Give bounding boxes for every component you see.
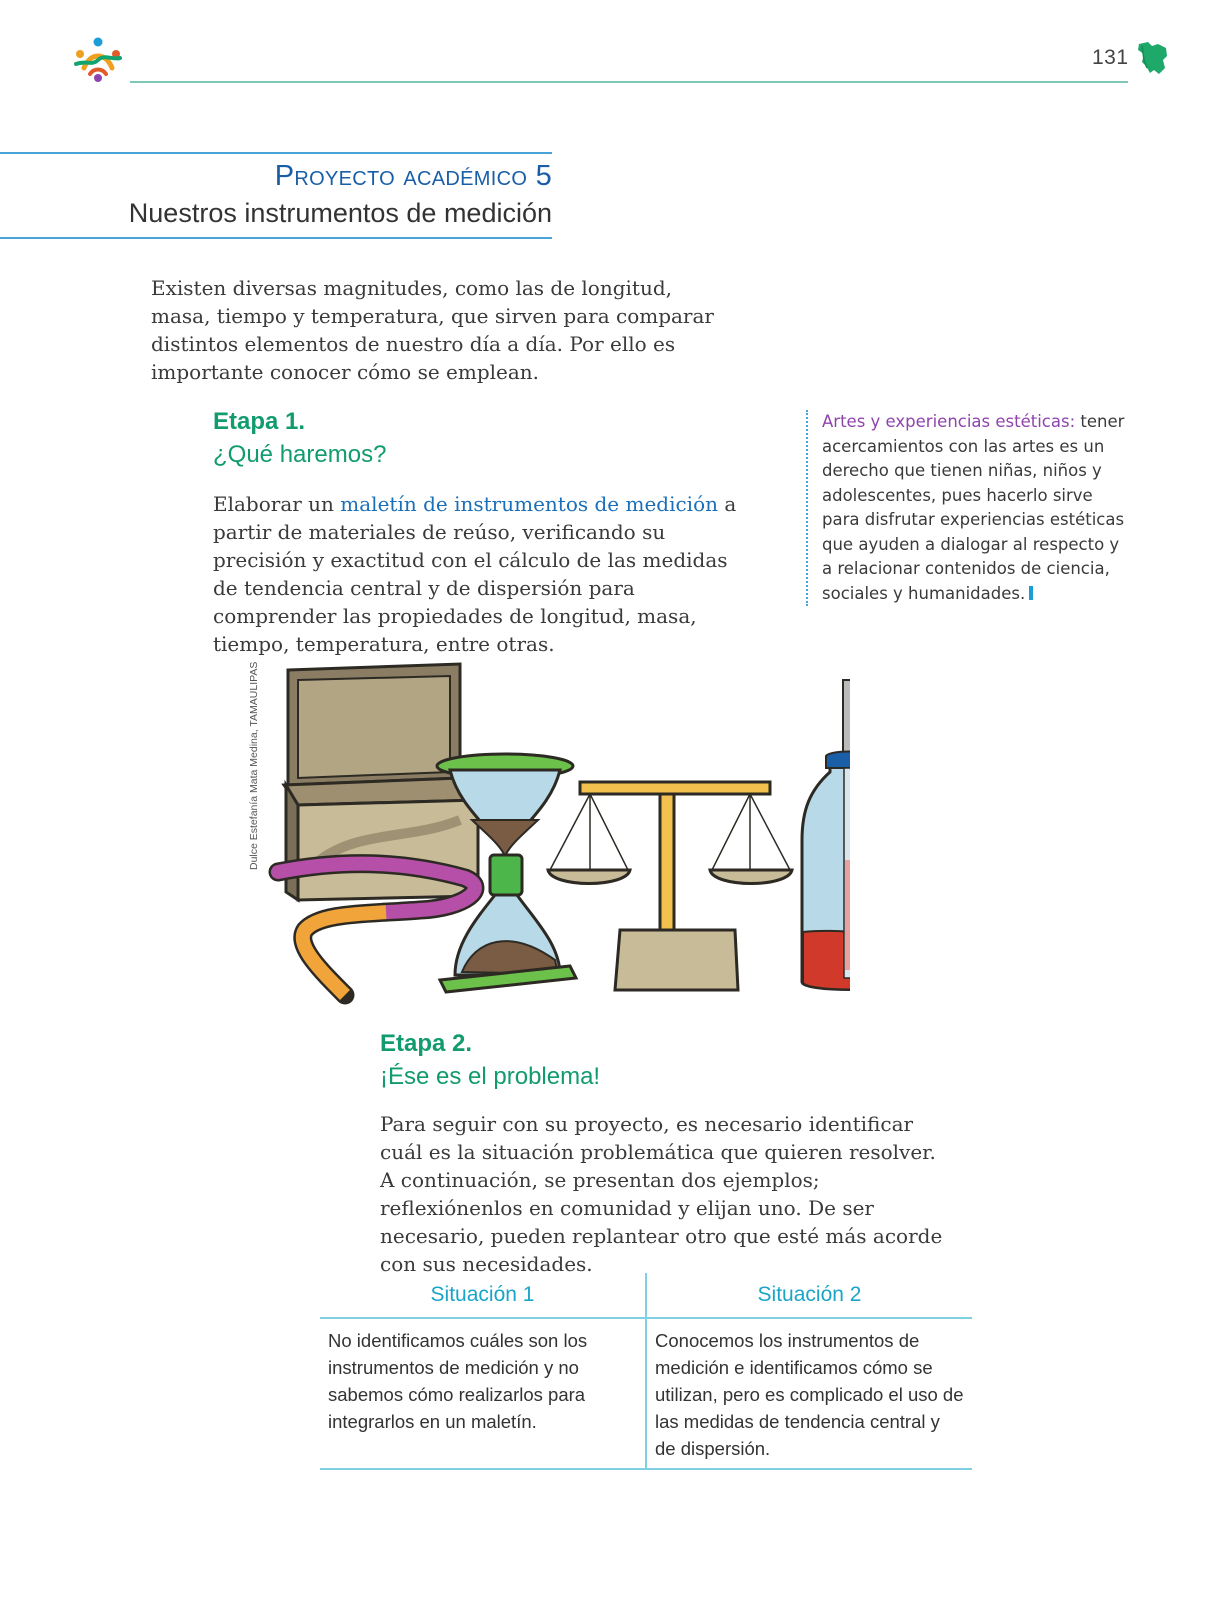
- mexico-map-icon: [1136, 40, 1170, 76]
- stage2-label: Etapa 2.: [380, 1030, 473, 1057]
- aside-title: Artes y experiencias estéticas:: [822, 412, 1076, 431]
- stage2-paragraph: Para seguir con su proyecto, es necesario identificar cuál es la situación problemática que quieren resolver. A continuación, se presentan dos ejemplos; reflexiónenlos en comunidad y elijan uno. De ser necesario, pueden replantear otro que esté más acorde con sus necesidades.: [380, 1112, 943, 1276]
- situation1-cell: No identificamos cuáles son los instrumentos de medición y no sabemos cómo realizarlos para integrarlos en un maletín.: [320, 1318, 646, 1469]
- aside-note: [806, 410, 1132, 606]
- stage1-highlight: maletín de instrumentos de medición: [340, 492, 719, 516]
- title-rule-top: [0, 152, 552, 154]
- bottle-thermometer-illustration: [802, 680, 850, 990]
- stage1-label: Etapa 1.: [213, 408, 306, 435]
- intro-paragraph: Existen diversas magnitudes, como las de longitud, masa, tiempo y temperatura, que sirven para comparar distintos elementos de nuestro día a día. Por ello es importante conocer cómo se emplean.: [151, 276, 714, 384]
- title-rule-bottom: [0, 237, 552, 239]
- program-logo: [70, 34, 126, 84]
- table-header-row: [320, 1273, 972, 1318]
- balance-scale-illustration: [548, 782, 792, 990]
- aside-text: tener acercamientos con las artes es un derecho que tienen niñas, niños y adolescentes, pues hacerlo sirve para disfrutar experiencias estéticas que ayuden a dialogar al respecto y a relacionar contenidos de ciencia, sociales y humanidades.: [822, 412, 1125, 603]
- stage1-paragraph: [213, 490, 753, 658]
- aside-end-mark: [1029, 586, 1033, 600]
- situation1-header: Situación 1: [320, 1273, 646, 1318]
- project-subtitle: Nuestros instrumentos de medición: [128, 198, 552, 228]
- illustration-credit: Dulce Estefanía Mata Medina, TAMAULIPAS: [248, 661, 260, 870]
- measurement-instruments-illustration: [250, 660, 850, 1005]
- stage1-heading: ¿Qué haremos?: [213, 441, 387, 468]
- situation2-cell: Conocemos los instrumentos de medición e identificamos cómo se utilizan, pero es complicado el uso de las medidas de tendencia central y de dispersión.: [646, 1318, 972, 1469]
- table-row: [320, 1318, 972, 1469]
- header-rule: [130, 81, 1128, 83]
- stage1-text-after: a partir de materiales de reúso, verificando su precisión y exactitud con el cálculo de las medidas de tendencia central y de dispersión para comprender las propiedades de longitud, masa, tiempo, temperatura, entre otras.: [213, 492, 737, 656]
- situations-table: [320, 1273, 972, 1470]
- stage1-text-before: Elaborar un: [213, 492, 341, 516]
- stage2-heading: ¡Ése es el problema!: [380, 1063, 601, 1090]
- situation2-header: Situación 2: [646, 1273, 972, 1318]
- project-title: Proyecto académico 5: [274, 160, 552, 192]
- page-number: 131: [1092, 46, 1129, 69]
